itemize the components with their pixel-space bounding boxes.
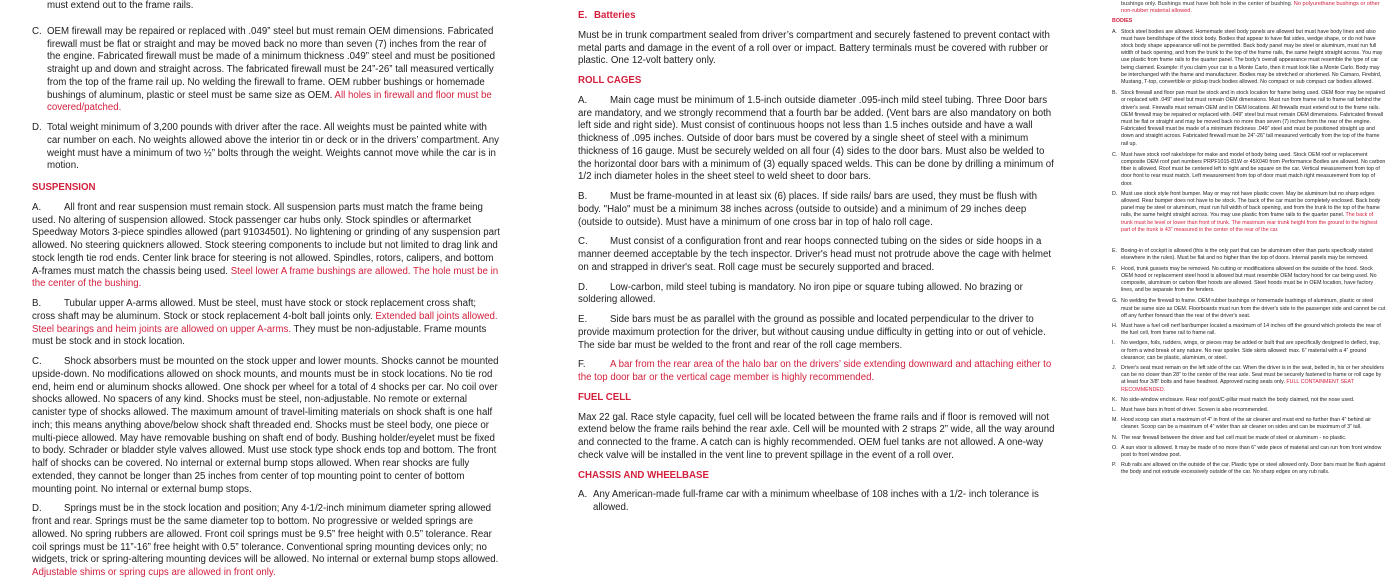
item-text: Stock steel bodies are allowed. Homemade steel body panels are allowed but must have body lines and also must have bend/shape of the stock body. Bodies that appear to have flat sides, wedge shape, or do not have stock body shape appearance will not be permitted. Back body panel may be steel or aluminum, must run full width of back opening, and from the trunk to the top of the frame rails, the same height straight across. You may use plastic from frame rails to the quarter panel. The body's overall appearance must resemble the type of car being claimed. Example: if you claim your car is a Monte Carlo, then it must look like a Monte Carlo. Body may be interchanged with the frame and manufacturer. Bodies may be stretched or shortened. No Camaro, Firebird, Mustang, T-top, convertible or pickup truck bodies allowed. No compact or sub compact car bodies allowed. [1121, 28, 1383, 86]
item-text: Stock firewall and floor pan must be stock and in stock location for frame being used. OEM floor may be repaired or replaced with .049” steel but must remain OEM dimensions. Must run from frame rail to frame rail behind the driver's seat. Firewalls must remain OEM and in OEM locations. All firewalls must extend out to the frame rails. OEM firewall may be repaired or replaced with .049” steel but must remain OEM dimensions. Fabricated firewall must be flat or straight and may be moved back no more than seven (7) inches from the rear of the engine. Fabricated firewall must be made of a minimum thickness .049” steel and must be positioned straight up and down and straight across. Fabricated firewall must be 24”-26” tall measured vertically from the top of the frame rail up. [1121, 90, 1385, 147]
item-label: B. [32, 298, 42, 309]
item-text: OEM firewall may be repaired or replaced with .049” steel but must remain OEM dimensions. Fabricated firewall must be flat or straight and may be moved back no more than seven (7) inches from the rear of the engine. Fabricated firewall must be made of a minimum thickness .049” steel and must be positioned straight up and down and straight across. The fabricated firewall must be 24”-26” tall measured vertically from the top of the frame rail up. No welding the firewall to frame. OEM rubber bushings or homemade bushings of aluminum, plastic or steel must be same size as OEM. [47, 25, 496, 101]
item-text: Hood, trunk gussets may be removed. No cutting or modifications allowed on the outside of the hood. Stock OEM hood or replacement steel hood is allowed but must resemble OEM factory hood for car being used. No composite, aluminum or carbon fiber hoods are allowed. Steel hoods must be in OEM location, have factory lines, and be separate from the fenders. [1121, 265, 1377, 294]
section-heading-roll-cages: ROLL CAGES [578, 75, 642, 86]
item-text: All front and rear suspension must remain stock. All suspension parts must match the frame being used. No altering of suspension allowed. Stock passenger car hubs only. Stock spindles or aftermarket Speedway Motors 3-piece spindles allowed (part 91034501). No lightening or grinding of any suspension part allowed. No steering quickners allowed. Stock steering components to include but not limited to drag link and stock length tie rod ends. Center link brace for steering is not allowed. Spindles, rotors, calipers, and bottom A-frames must match the chassis being used. [32, 201, 500, 277]
item-label: C. [32, 25, 42, 37]
item-red-text: Extended ball joints allowed. Steel bearings and heim joints are allowed on upper A-arms. [32, 310, 498, 335]
item-text: No side-window enclosure. Rear roof post/C-pillar must match the body claimed, not the nose used. [1121, 396, 1355, 403]
item-text: Rub rails are allowed on the outside of the car. Plastic type or steel allowed only. Door bars must be flush against the body and not extrude excessively outside of the car. No sharp edges on any rub rails. [1121, 462, 1386, 476]
item-red-text: Steel lower A frame bushings are allowed. The hole must be in the center of the bushing. [32, 265, 499, 290]
heading-label: E. [578, 10, 588, 21]
rule-item [1112, 462, 1386, 476]
rule-item [32, 356, 500, 496]
item-text: Springs must be in the stock location and position; Any 4-1/2-inch minimum diameter spring allowed front and rear. Springs must be the same diameter top to bottom. No progressive or welded springs are allowed. No spring rubbers are allowed. Front coil springs must be 9.5” free height with 0.5” tolerance. Rear coil springs must be 11”-16” free height with 0.5” tolerance. Conventional spring mounting devices only; no widgets, trick or spring-altering mounting devices will be allowed. No internal or external bump stops allowed. [32, 503, 499, 566]
rule-item [1112, 248, 1386, 262]
batteries-text: Must be in trunk compartment sealed from driver’s compartment and securely fastened to prevent contact with metal parts and damage in the event of a roll over or impact. Battery terminals must be covered with rubber or plastic. One 12-volt battery only. [578, 29, 1050, 67]
item-label: J. [1112, 364, 1117, 371]
rule-item [578, 236, 1060, 274]
section-heading-suspension: SUSPENSION [32, 182, 96, 193]
rule-item [32, 503, 500, 580]
item-label: D. [32, 503, 42, 515]
section-heading-batteries [578, 10, 1060, 23]
item-red-text: The back of trunk must be level or lower than front of trunk. The maximum rear trunk height from the ground to the highest part of the trunk is 43” measured in the center of the rear of the car. [1121, 212, 1378, 233]
item-label: F. [578, 359, 586, 371]
item-label: A. [578, 489, 588, 501]
item-label: D. [578, 281, 588, 293]
heading-title: Batteries [594, 10, 636, 21]
item-label: C. [578, 236, 588, 248]
rule-item [1112, 152, 1386, 188]
item-label: D. [32, 122, 42, 133]
item-label: O. [1112, 444, 1118, 451]
item-label: B. [1112, 90, 1118, 97]
left-column [32, 0, 500, 587]
item-red-text: Adjustable shims or spring cups are allowed in front only. [32, 567, 276, 578]
item-label: C. [32, 356, 42, 367]
item-label: F. [1112, 265, 1117, 272]
rule-item [1112, 90, 1386, 148]
rule-item [1112, 191, 1386, 234]
item-text: Any American-made full-frame car with a minimum wheelbase of 108 inches with a 1/2- inch tolerance is allowed. [593, 489, 1039, 513]
item-text: Low-carbon, mild steel tubing is mandatory. No iron pipe or square tubing allowed. No brazing or soldering allowed. [578, 281, 1023, 306]
item-label: L. [1112, 406, 1117, 413]
fragment-text [1112, 1, 1386, 15]
item-label: H. [1112, 322, 1118, 329]
rule-item [1112, 323, 1386, 337]
rule-item [1112, 365, 1386, 394]
fragment-red: No polyurethane bushings or other non-rubber material allowed. [1121, 1, 1380, 15]
item-text: Must consist of a configuration front and rear hoops connected tubing on the sides or side hoops in a manner deemed acceptable by the tech inspector. Driver's head must not protrude above the cage with helmet on and strapped in driver's seat. Roll cage must be securely supported and braced. [578, 236, 1052, 273]
item-label: I. [1112, 340, 1115, 347]
fragment-black: bushings only. Bushings must have bolt hole in the center of bushing. [1121, 1, 1294, 7]
rule-item [32, 26, 500, 115]
fragment-text: must extend out to the frame rails. [47, 0, 194, 11]
item-text: Must have bars in front of driver. Screen is also recommended. [1121, 406, 1269, 413]
item-text: Shock absorbers must be mounted on the stock upper and lower mounts. Shocks cannot be mounted upside-down. No modifications allowed on shock mounts, and mounts must be in stock locations. No tie rod end, heim end or aluminum shocks allowed. One shock per wheel for a total of 4 shocks per car. No coil over shocks allowed. No spacers of any kind. Shocks must be steel, non-adjustable. No remote or external canister type of shocks allowed. The maximum amount of travel-limiting materials on shock shaft is one half inch; this means anything above/below shock shaft threaded end. Shocks must be steel body, one piece or multi-piece allowed. May have removable bushing on shaft end of body. Bushing holder/eyelet must be fixed to body. Schrader or bladder style valves allowed. Must use stock type shock ends top and bottom. The front half of shocks can be covered. No internal or external bump stops allowed. When rear shocks are fully extended, they cannot be longer than 25 inches from center of top mounting point to center of bottom mounting point. No internal or external bump stops. [32, 356, 499, 495]
section-heading-fuel-cell: FUEL CELL [578, 391, 632, 403]
item-label: M. [1112, 417, 1118, 424]
item-label: A. [578, 94, 588, 106]
item-text: Main cage must be minimum of 1.5-inch outside diameter .095-inch mild steel tubing. Three Door bars are mandatory, and we strongly recommend that a fourth bar be added. (Vent bars are also mandatory on both left side and right side). Must consist of continuous hoops not less than 1.5 inches outside and have a wall thickness of .095 inches. Outside of door bars must be covered by a single sheet of steel with a minimum thickness of 16 gauge. Must be securely welded on all four (4) sides to the door bars. Must also be welded to the horizontal door bars with a minimum of (3) equally spaced welds. This can be done by drilling a minimum of 1/2 inch diameter holes in the sheet steel to weld sheet to door bars. [578, 94, 1054, 183]
item-text: Total weight minimum of 3,200 pounds with driver after the race. All weights must be painted white with car number on each. No weights allowed above the interior tin or deck or in the drivers’ compartment. Any weight must have a minimum of two ½” bolts through the weight. Weights cannot move while the car is in motion. [47, 122, 499, 172]
item-text: Must have a fuel cell nerf bar/bumper located a maximum of 14 inches off the ground which protects the rear of the fuel cell, from frame rail to frame rail. [1121, 322, 1381, 337]
bodies-list [1112, 29, 1386, 477]
item-red-text: A bar from the rear area of the halo bar on the drivers’ side extending downward and attaching either to the top door bar or the vertical cage member is highly recommended. [578, 359, 1052, 383]
item-label: B. [578, 191, 588, 202]
item-label: G. [1112, 298, 1118, 305]
item-text: Side bars must be as parallel with the ground as possible and located perpendicular to the driver to provide maximum protection for the driver, but without causing undue difficulty in getting into or out of vehicle. The side bar must be welded to the front and rear of the roll cage members. [578, 314, 1046, 351]
section-heading-bodies: BODIES [1112, 18, 1133, 25]
rule-item [1112, 340, 1386, 362]
item-text: Must be frame-mounted in at least six (6) places. If side rails/ bars are used, they must be flush with body. "Halo" must be a minimum 38 inches across (outside to outside) and a minimum of 29 inches deep (outside to outside). Must have a minimum of one cross bar in top of halo roll cage. [578, 191, 1037, 228]
rule-item [578, 314, 1060, 352]
rule-item [1112, 435, 1386, 442]
rule-item [32, 122, 500, 173]
rule-item [1112, 407, 1386, 414]
rule-item [32, 298, 500, 349]
middle-column [578, 2, 1060, 522]
item-text: A sun visor is allowed. It may be made of no more than 6” wide piece of material and can run from front window post to front window post. [1121, 444, 1382, 458]
item-text: No wedges, foils, rudders, wings, or pieces may be added or built that are specifically designed to deflect, trap, or form a wind break of any nature. No rear spoiler. Side skirts allowed: max. 6” material with a 4” ground clearance; can be plastic, aluminum, or steel. [1121, 340, 1381, 361]
rule-item [1112, 29, 1386, 87]
item-text: Must use stock style front bumper. May or may not have plastic cover. May be aluminum but no sharp edges allowed. Rear bumper does not have to be stock. The back of the car must be completely enclosed. Back body panel may be steel or aluminum, must run full width of back opening, and from the trunk to the top of the frame rails, the same height straight across. You may use plastic from frame rails to the quarter panel. [1121, 190, 1381, 219]
item-text: Hood scoop can start a maximum of 4” in front of the air cleaner and must end no further than 4” behind air cleaner. Scoop can be a maximum of 4” wider than air cleaner on sides and can be maximum of 3” tall. [1121, 417, 1371, 431]
item-label: P. [1112, 462, 1117, 469]
item-label: E. [578, 314, 588, 325]
rule-item [1112, 266, 1386, 295]
item-label: E. [1112, 248, 1118, 255]
item-label: N. [1112, 434, 1118, 441]
item-label: D. [1112, 190, 1118, 197]
item-text: Boxing-in of cockpit is allowed (this is the only part that can be aluminum other than parts specifically stated elsewhere in the rules). Must be flat and no higher than the top of doors. Internal panels may be removed. [1121, 248, 1373, 262]
item-text: No welding the firewall to frame. OEM rubber bushings or homemade bushings of aluminum, plastic or steel must be same size as OEM. Floorboards must run from the driver's side to the passenger side and cannot be cut off any further forward than the rear of the driver's seat. [1121, 298, 1386, 319]
section-heading-chassis: CHASSIS AND WHEELBASE [578, 469, 709, 481]
item-label: A. [32, 201, 42, 213]
item-label: K. [1112, 396, 1118, 403]
item-text: The rear firewall between the driver and fuel cell must be made of steel or aluminum - no plastic. [1121, 434, 1347, 441]
rule-item [578, 95, 1060, 184]
rule-item [1112, 397, 1386, 404]
rule-item [1112, 445, 1386, 459]
item-label: A. [1112, 28, 1118, 35]
rule-item [1112, 417, 1386, 431]
rule-item [578, 282, 1060, 308]
item-text: Must have stock roof rake/slope for make and model of body being used. Stock OEM roof or replacement composite OEM roof part numbers PRPF1015-81W or 45X040 from Performance Bodies are allowed. No carbon fiber is allowed. Roof must be centered left to right and be square on the car. Vertical measurement from top of door front to rear must match. Left measurement from top of door must match right measurement from top of door. [1121, 151, 1386, 187]
item-label: C. [1112, 151, 1118, 158]
item-text: Tubular upper A-arms allowed. Must be steel, must have stock or stock replacement cross shaft; cross shaft may be aluminum. Stock or stock replacement 4-bolt ball joints only. [32, 298, 477, 322]
item-red-text: All holes in firewall and floor must be covered/patched. [47, 89, 492, 114]
item-text-after: They must be non-adjustable. Frame mounts must be stock and in stock location. [32, 323, 487, 348]
rule-item [578, 359, 1060, 385]
item-red-text: FULL CONTAINMENT SEAT RECOMMENDED. [1121, 379, 1354, 393]
rule-item [32, 202, 500, 291]
rule-item [578, 191, 1060, 229]
rule-item [578, 489, 1060, 515]
fuel-cell-text: Max 22 gal. Race style capacity, fuel cell will be located between the frame rails and if floor is removed will not extend below the frame rails behind the rear axle. Cell will be mounted with 2 straps 2” wide, all the way around and connected to the frame. A catch can is highly recommended. OEM fuel tanks are not allowed. A one-way check valve will be installed in the vent line to prevent spillage in the event of a roll over. [578, 411, 1055, 461]
item-text: Driver's seat must remain on the left side of the car. When the driver is in the seat, belted in, his or her shoulders can be no closer than 28” to the center of the rear axle. Seat must be securely fastened to frame or roll cage by at least four 3/8” bolts and have headrest. Approved racing seats only. [1121, 364, 1385, 386]
rule-item [1112, 298, 1386, 320]
right-column [1112, 1, 1386, 480]
